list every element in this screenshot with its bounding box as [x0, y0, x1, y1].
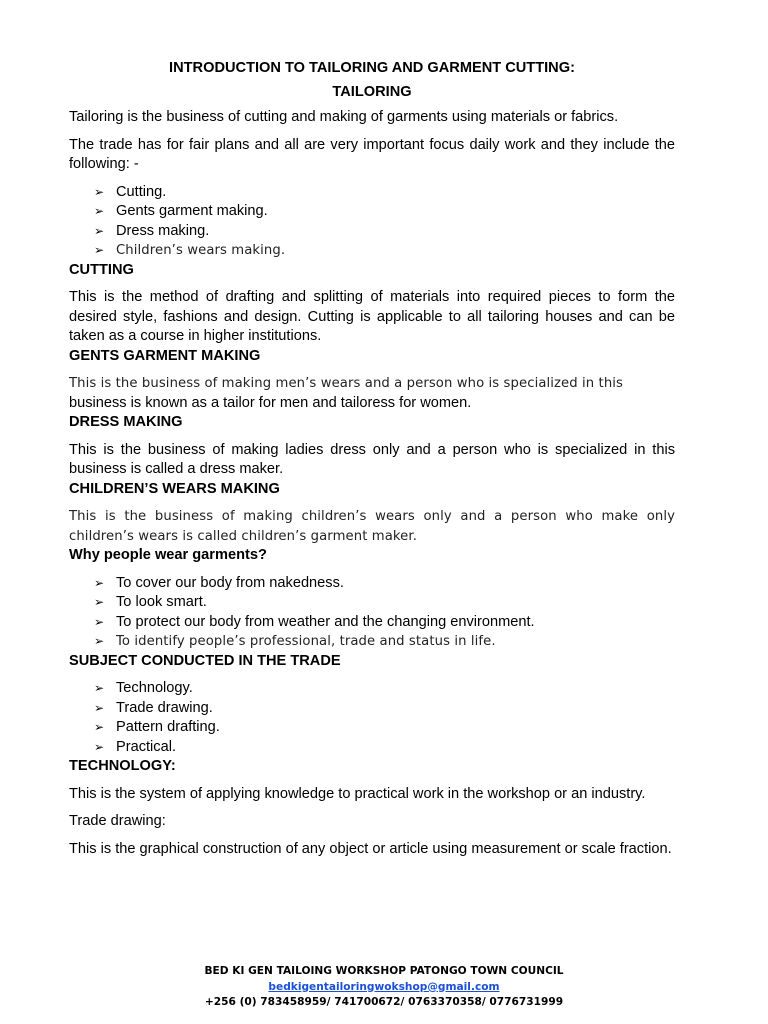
list-item: ➢ To cover our body from nakedness. — [94, 574, 675, 594]
arrowhead-bullet-icon: ➢ — [94, 184, 105, 199]
arrowhead-bullet-icon: ➢ — [94, 243, 105, 257]
subject-list — [69, 679, 675, 757]
trade-intro-paragraph: The trade has for fair plans and all are very important focus daily work and they include the following: - — [69, 136, 675, 172]
list-item: ➢ Technology. — [94, 679, 675, 699]
intro-paragraph: Tailoring is the business of cutting and making of garments using materials or fabrics. — [69, 109, 619, 125]
footer-email-link[interactable]: bedkigentailoringwokshop@gmail.com — [268, 980, 500, 993]
arrowhead-bullet-icon: ➢ — [94, 223, 105, 238]
arrowhead-bullet-icon: ➢ — [94, 575, 105, 590]
dress-heading: DRESS MAKING — [69, 414, 183, 430]
list-item: ➢ Trade drawing. — [94, 699, 675, 719]
list-item: ➢ To look smart. — [94, 593, 675, 613]
gents-heading: GENTS GARMENT MAKING — [69, 347, 261, 364]
children-paragraph: This is the business of making children’s wears only and a person who make only children’s wears is called children’s garment maker. — [69, 509, 675, 544]
arrowhead-bullet-icon: ➢ — [94, 595, 105, 609]
trade-list — [69, 183, 675, 261]
dress-paragraph: This is the business of making ladies dress only and a person who is specialized in this business is called a dress maker. — [69, 441, 675, 477]
document-title: INTRODUCTION TO TAILORING AND GARMENT CUTTING: — [169, 60, 575, 76]
list-item: ➢ Pattern drafting. — [94, 718, 675, 738]
gents-paragraph-line2: business is known as a tailor for men and tailoress for women. — [69, 394, 472, 411]
list-item: ➢ Practical. — [94, 738, 675, 758]
document-subtitle: TAILORING — [332, 84, 412, 100]
footer-phones: +256 (0) 783458959/ 741700672/ 0763370358/ 0776731999 — [204, 996, 564, 1008]
why-heading: Why people wear garments? — [69, 547, 267, 563]
arrowhead-bullet-icon: ➢ — [94, 681, 105, 695]
list-item: ➢ To identify people’s professional, trade and status in life. — [94, 632, 675, 652]
arrowhead-bullet-icon: ➢ — [94, 739, 105, 754]
list-item: ➢ To protect our body from weather and the changing environment. — [94, 613, 675, 633]
technology-heading: TECHNOLOGY: — [69, 758, 176, 774]
arrowhead-bullet-icon: ➢ — [94, 614, 105, 629]
list-item: ➢ Dress making. — [94, 222, 675, 242]
cutting-heading: CUTTING — [69, 261, 134, 278]
page-footer — [0, 964, 768, 1011]
why-list — [69, 574, 675, 652]
arrowhead-bullet-icon: ➢ — [94, 700, 105, 715]
list-item: ➢ Gents garment making. — [94, 202, 675, 222]
document-body — [69, 58, 675, 859]
trade-drawing-paragraph: This is the graphical construction of any object or article using measurement or scale fraction. — [69, 840, 672, 857]
children-heading: CHILDREN’S WEARS MAKING — [69, 480, 280, 497]
list-item: ➢ Cutting. — [94, 183, 675, 203]
footer-organization: BED KI GEN TAILOING WORKSHOP PATONGO TOWN COUNCIL — [204, 965, 564, 977]
arrowhead-bullet-icon: ➢ — [94, 720, 105, 734]
list-item: ➢ Children’s wears making. — [94, 241, 675, 261]
technology-paragraph: This is the system of applying knowledge to practical work in the workshop or an industry. — [69, 785, 646, 802]
arrowhead-bullet-icon: ➢ — [94, 204, 105, 218]
trade-drawing-label: Trade drawing: — [69, 813, 166, 829]
arrowhead-bullet-icon: ➢ — [94, 634, 105, 648]
subject-heading: SUBJECT CONDUCTED IN THE TRADE — [69, 652, 341, 669]
cutting-paragraph: This is the method of drafting and splitting of materials into required pieces to form the desired style, fashions and design. Cutting is applicable to all tailoring houses and can be taken as a course in higher institutions. — [69, 289, 675, 344]
gents-paragraph-line1: This is the business of making men’s wears and a person who is specialized in this — [69, 376, 624, 391]
